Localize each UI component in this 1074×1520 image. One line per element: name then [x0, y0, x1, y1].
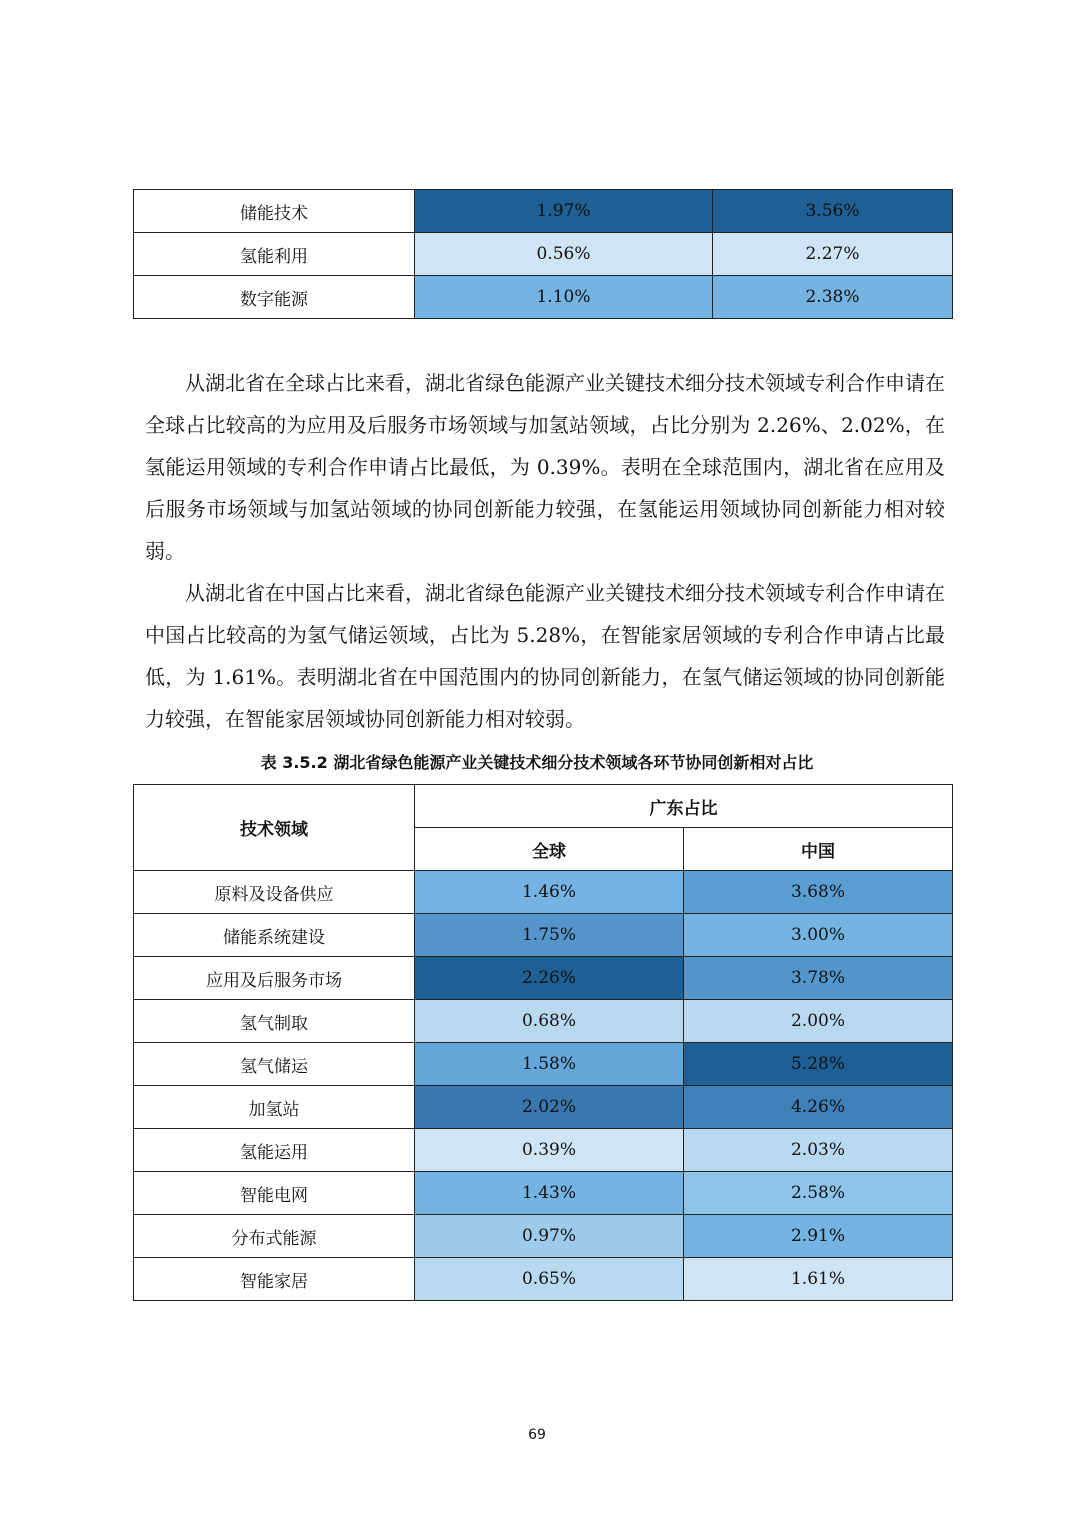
- cell-global: 0.68%: [415, 1000, 684, 1043]
- header-china: 中国: [684, 828, 953, 871]
- table-row: [134, 276, 953, 319]
- table-row: [134, 957, 953, 1000]
- top-table: [133, 189, 953, 319]
- cell-china: 2.38%: [713, 276, 953, 319]
- cell-field: 氢能利用: [134, 233, 415, 276]
- cell-china: 2.03%: [684, 1129, 953, 1172]
- cell-china: 1.61%: [684, 1258, 953, 1301]
- cell-field: 储能系统建设: [134, 914, 415, 957]
- table-caption: 表 3.5.2 湖北省绿色能源产业关键技术细分技术领域各环节协同创新相对占比: [0, 750, 1074, 773]
- cell-china: 3.68%: [684, 871, 953, 914]
- cell-field: 氢能运用: [134, 1129, 415, 1172]
- cell-china: 3.56%: [713, 190, 953, 233]
- table-row: [134, 1086, 953, 1129]
- cell-china: 2.91%: [684, 1215, 953, 1258]
- cell-global: 2.02%: [415, 1086, 684, 1129]
- cell-global: 2.26%: [415, 957, 684, 1000]
- table-row: [134, 1000, 953, 1043]
- paragraph-china: 从湖北省在中国占比来看，湖北省绿色能源产业关键技术细分技术领域专利合作申请在中国占比较高的为氢气储运领域，占比为 5.28%，在智能家居领域的专利合作申请占比最低，为 1.61%。表明湖北省在中国范围内的协同创新能力，在氢气储运领域的协同创新能力较强，在智能家居领域协同创新能力相对较弱。: [145, 572, 945, 740]
- table-row: [134, 1172, 953, 1215]
- cell-global: 0.65%: [415, 1258, 684, 1301]
- cell-field: 原料及设备供应: [134, 871, 415, 914]
- header-field: 技术领域: [134, 785, 415, 871]
- cell-field: 智能电网: [134, 1172, 415, 1215]
- cell-field: 氢气制取: [134, 1000, 415, 1043]
- cell-china: 2.58%: [684, 1172, 953, 1215]
- header-global: 全球: [415, 828, 684, 871]
- table-row: [134, 1215, 953, 1258]
- cell-china: 5.28%: [684, 1043, 953, 1086]
- table-row: [134, 1258, 953, 1301]
- cell-china: 3.00%: [684, 914, 953, 957]
- cell-global: 1.46%: [415, 871, 684, 914]
- cell-field: 智能家居: [134, 1258, 415, 1301]
- cell-global: 1.97%: [415, 190, 713, 233]
- header-group: 广东占比: [415, 785, 953, 828]
- cell-china: 2.00%: [684, 1000, 953, 1043]
- cell-global: 1.58%: [415, 1043, 684, 1086]
- cell-global: 0.56%: [415, 233, 713, 276]
- main-table: [133, 784, 953, 1301]
- cell-field: 储能技术: [134, 190, 415, 233]
- cell-china: 2.27%: [713, 233, 953, 276]
- table-row: [134, 914, 953, 957]
- cell-field: 应用及后服务市场: [134, 957, 415, 1000]
- cell-global: 1.10%: [415, 276, 713, 319]
- cell-global: 1.75%: [415, 914, 684, 957]
- cell-field: 氢气储运: [134, 1043, 415, 1086]
- table-row: [134, 190, 953, 233]
- table-row: [134, 233, 953, 276]
- cell-field: 数字能源: [134, 276, 415, 319]
- cell-global: 1.43%: [415, 1172, 684, 1215]
- cell-field: 加氢站: [134, 1086, 415, 1129]
- table-row: [134, 1129, 953, 1172]
- paragraph-global: 从湖北省在全球占比来看，湖北省绿色能源产业关键技术细分技术领域专利合作申请在全球占比较高的为应用及后服务市场领域与加氢站领域，占比分别为 2.26%、2.02%，在氢能运用领域的专利合作申请占比最低，为 0.39%。表明在全球范围内，湖北省在应用及后服务市场领域与加氢站领域的协同创新能力较强，在氢能运用领域协同创新能力相对较弱。: [145, 362, 945, 572]
- cell-global: 0.39%: [415, 1129, 684, 1172]
- cell-china: 4.26%: [684, 1086, 953, 1129]
- table-row: [134, 1043, 953, 1086]
- page-number: 69: [0, 1427, 1074, 1443]
- table-row: [134, 871, 953, 914]
- cell-china: 3.78%: [684, 957, 953, 1000]
- cell-field: 分布式能源: [134, 1215, 415, 1258]
- cell-global: 0.97%: [415, 1215, 684, 1258]
